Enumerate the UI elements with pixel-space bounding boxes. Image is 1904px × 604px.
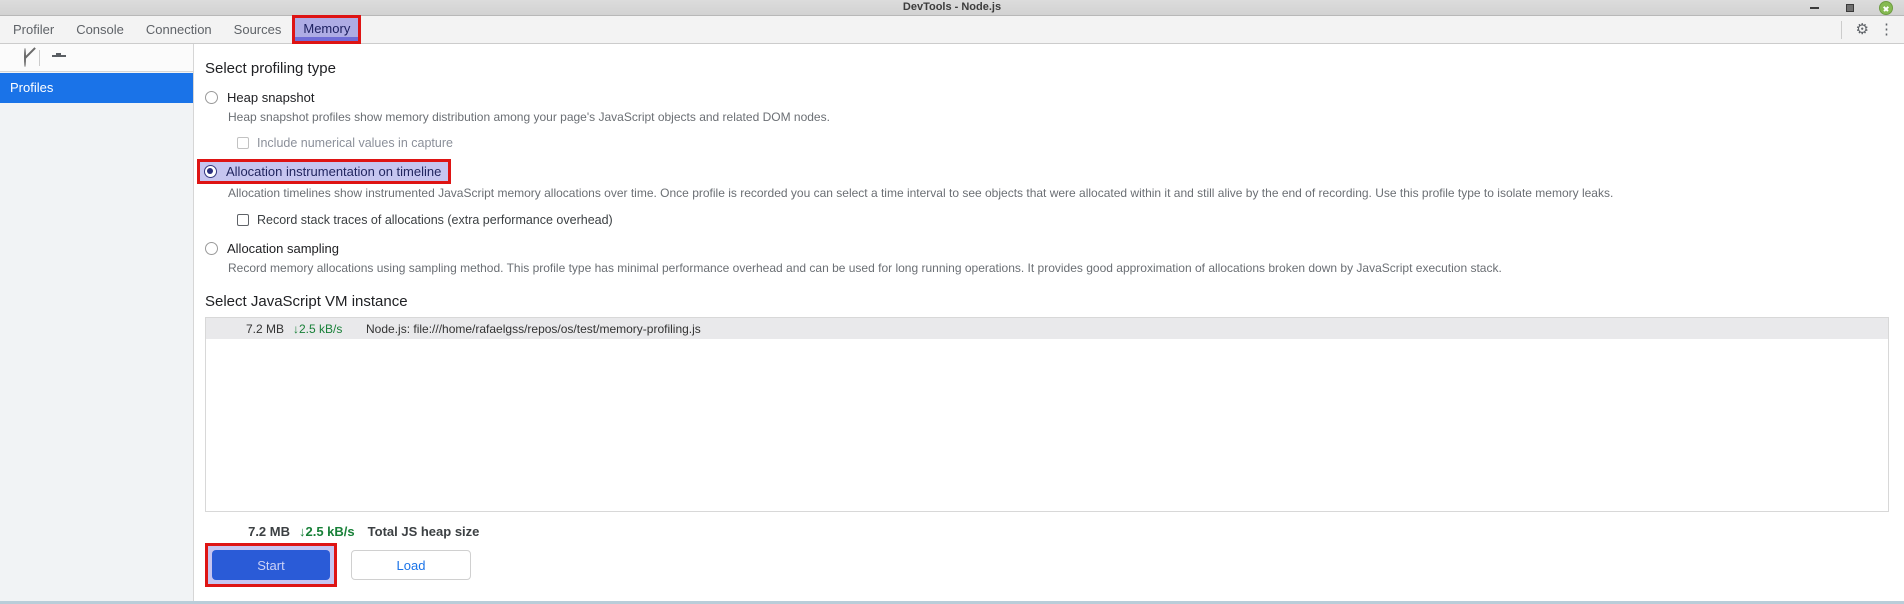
vm-instance-heading: Select JavaScript VM instance xyxy=(205,293,408,310)
checkbox-include-numerical-values[interactable] xyxy=(237,136,1890,150)
tab-memory[interactable]: Memory xyxy=(292,15,361,44)
tab-connection[interactable]: Connection xyxy=(145,21,212,37)
toolbar-divider xyxy=(1841,21,1842,39)
sidebar-item-profiles[interactable]: Profiles xyxy=(0,73,193,103)
radio-label[interactable]: Allocation sampling xyxy=(227,241,340,256)
radio-label[interactable]: Allocation instrumentation on timeline xyxy=(226,164,442,179)
start-annotation-box xyxy=(205,543,337,587)
profiler-toolbar xyxy=(0,44,194,72)
action-buttons xyxy=(205,543,1890,587)
checkbox-label[interactable]: Include numerical values in capture xyxy=(257,136,453,150)
tab-profiler[interactable]: Profiler xyxy=(13,21,55,37)
vm-alloc-rate: ↓2.5 kB/s xyxy=(293,321,343,336)
start-button[interactable]: Start xyxy=(212,550,330,580)
gear-icon: ⚙ xyxy=(1855,20,1869,38)
radio-option-allocation-timeline[interactable] xyxy=(197,159,451,184)
window-controls xyxy=(1806,0,1894,16)
heap-stats xyxy=(205,524,1890,539)
checkbox-icon[interactable] xyxy=(237,137,249,149)
close-icon xyxy=(1879,1,1893,15)
minimize-button[interactable] xyxy=(1806,0,1822,16)
load-button[interactable]: Load xyxy=(351,550,471,580)
toolbar-divider xyxy=(39,50,40,66)
window-title: DevTools - Node.js xyxy=(902,1,1002,13)
checkbox-label[interactable]: Record stack traces of allocations (extra performance overhead) xyxy=(257,213,613,227)
vm-instance-name: Node.js: file:///home/rafaelgss/repos/os/test/memory-profiling.js xyxy=(366,321,701,336)
radio-label[interactable]: Heap snapshot xyxy=(227,90,315,105)
clear-profiles-button[interactable] xyxy=(24,49,26,67)
close-button[interactable] xyxy=(1878,0,1894,16)
maximize-button[interactable] xyxy=(1842,0,1858,16)
settings-button[interactable] xyxy=(1856,21,1869,39)
profiles-sidebar xyxy=(0,72,194,604)
radio-option-heap-snapshot[interactable] xyxy=(205,90,1890,105)
maximize-icon xyxy=(1846,4,1854,12)
vm-instance-row[interactable] xyxy=(206,318,1888,339)
total-heap-size-value: 7.2 MB xyxy=(248,524,290,539)
radio-option-allocation-sampling[interactable] xyxy=(205,241,1890,256)
profiling-type-heading: Select profiling type xyxy=(205,60,336,77)
tab-sources[interactable]: Sources xyxy=(233,21,282,37)
vm-heap-size: 7.2 MB xyxy=(245,321,284,336)
radio-icon[interactable] xyxy=(205,242,218,255)
kebab-menu-icon: ⋮ xyxy=(1879,20,1894,38)
total-heap-size-label: Total JS heap size xyxy=(367,524,480,539)
checkbox-record-stack-traces[interactable] xyxy=(237,213,1890,227)
devtools-tabbar xyxy=(0,16,1904,44)
option-description: Record memory allocations using sampling method. This profile type has minimal performance overhead and can be used for long running operations. It provides good approximation of allocations broken down by JavaScript execution stack. xyxy=(228,261,1502,275)
tabbar-right-controls xyxy=(1841,21,1904,39)
minimize-icon xyxy=(1810,7,1819,9)
vm-instance-table xyxy=(205,317,1889,512)
tab-console[interactable]: Console xyxy=(76,21,124,37)
window-titlebar xyxy=(0,0,1904,16)
radio-icon[interactable] xyxy=(205,91,218,104)
more-options-button[interactable] xyxy=(1879,21,1894,39)
option-description: Heap snapshot profiles show memory distribution among your page's JavaScript objects and related DOM nodes. xyxy=(228,110,830,124)
option-description: Allocation timelines show instrumented JavaScript memory allocations over time. Once profile is recorded you can select a time interval to see objects that were allocated within it and still alive by the end of recording. Use this profile type to isolate memory leaks. xyxy=(228,186,1614,200)
heap-rate-value: ↓2.5 kB/s xyxy=(299,524,355,539)
checkbox-icon[interactable] xyxy=(237,214,249,226)
clear-all-icon xyxy=(24,48,26,67)
radio-selected-icon[interactable] xyxy=(204,165,217,178)
memory-panel xyxy=(194,44,1904,604)
